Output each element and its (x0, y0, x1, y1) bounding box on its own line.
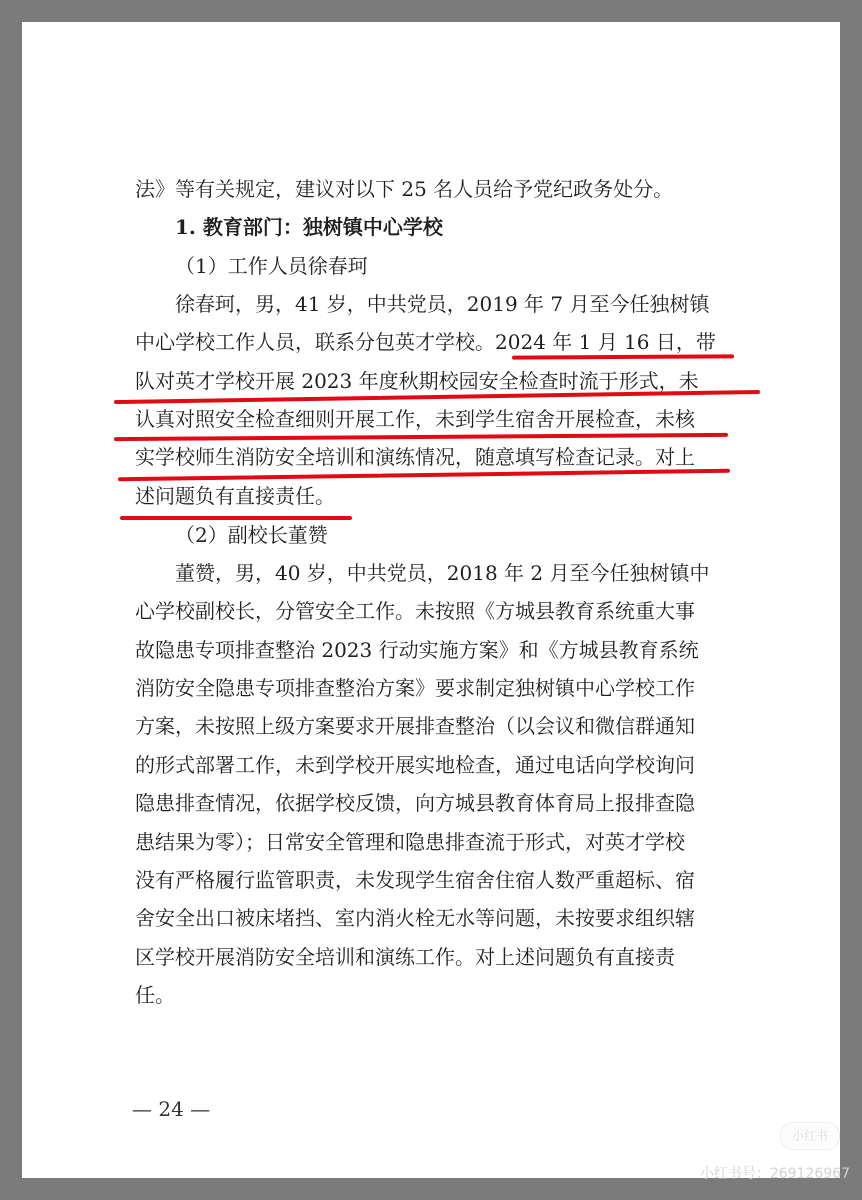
section-heading: 1. 教育部门：独树镇中心学校 (175, 215, 443, 239)
text-line-16: 的形式部署工作，未到学校开展实地检查，通过电话向学校询问 (135, 753, 695, 777)
watermark-logo-text: 小红书 (791, 1129, 828, 1143)
page-number: — 24 — (132, 1097, 211, 1121)
red-underline-1 (512, 354, 734, 359)
text-line-1: 法》等有关规定，建议对以下 25 名人员给予党纪政务处分。 (135, 177, 674, 201)
text-line-11: 董赞，男，40 岁，中共党员，2018 年 2 月至今任独树镇中 (175, 561, 710, 585)
text-line-20: 舍安全出口被床堵挡、室内消火栓无水等问题，未按要求组织辖 (135, 906, 695, 930)
text-line-21: 区学校开展消防安全培训和演练工作。对上述问题负有直接责 (135, 945, 675, 969)
text-line-22: 任。 (135, 983, 175, 1007)
text-line-7: 认真对照安全检查细则开展工作，未到学生宿舍开展检查，未核 (135, 407, 695, 431)
text-line-19: 没有严格履行监管职责，未发现学生宿舍住宿人数严重超标、宿 (135, 868, 695, 892)
text-line-13: 故隐患专项排查整治 2023 行动实施方案》和《方城县教育系统 (135, 638, 699, 662)
subheading-1: （1）工作人员徐春珂 (175, 254, 368, 278)
text-line-15: 方案，未按照上级方案要求开展排查整治（以会议和微信群通知 (135, 714, 695, 738)
text-line-12: 心学校副校长，分管安全工作。未按照《方城县教育系统重大事 (135, 599, 695, 623)
text-line-5: 中心学校工作人员，联系分包英才学校。2024 年 1 月 16 日，带 (135, 330, 716, 354)
text-line-18: 患结果为零）；日常安全管理和隐患排查流于形式，对英才学校 (135, 830, 685, 854)
watermark-id: 小红书号：269126967 (699, 1166, 850, 1182)
red-underline-5 (120, 516, 352, 520)
watermark-logo (780, 1122, 840, 1150)
text-line-9: 述问题负有直接责任。 (135, 484, 335, 508)
text-line-6: 队对英才学校开展 2023 年度秋期校园安全检查时流于形式，未 (135, 369, 699, 393)
text-line-4: 徐春珂，男，41 岁，中共党员，2019 年 7 月至今任独树镇 (175, 292, 710, 316)
document-page (22, 22, 840, 1178)
text-line-17: 隐患排查情况，依据学校反馈，向方城县教育体育局上报排查隐 (135, 791, 695, 815)
text-line-8: 实学校师生消防安全培训和演练情况，随意填写检查记录。对上 (135, 445, 695, 469)
red-underline-3 (114, 433, 728, 441)
text-line-14: 消防安全隐患专项排查整治方案》要求制定独树镇中心学校工作 (135, 676, 695, 700)
subheading-2: （2）副校长董赞 (175, 523, 328, 547)
